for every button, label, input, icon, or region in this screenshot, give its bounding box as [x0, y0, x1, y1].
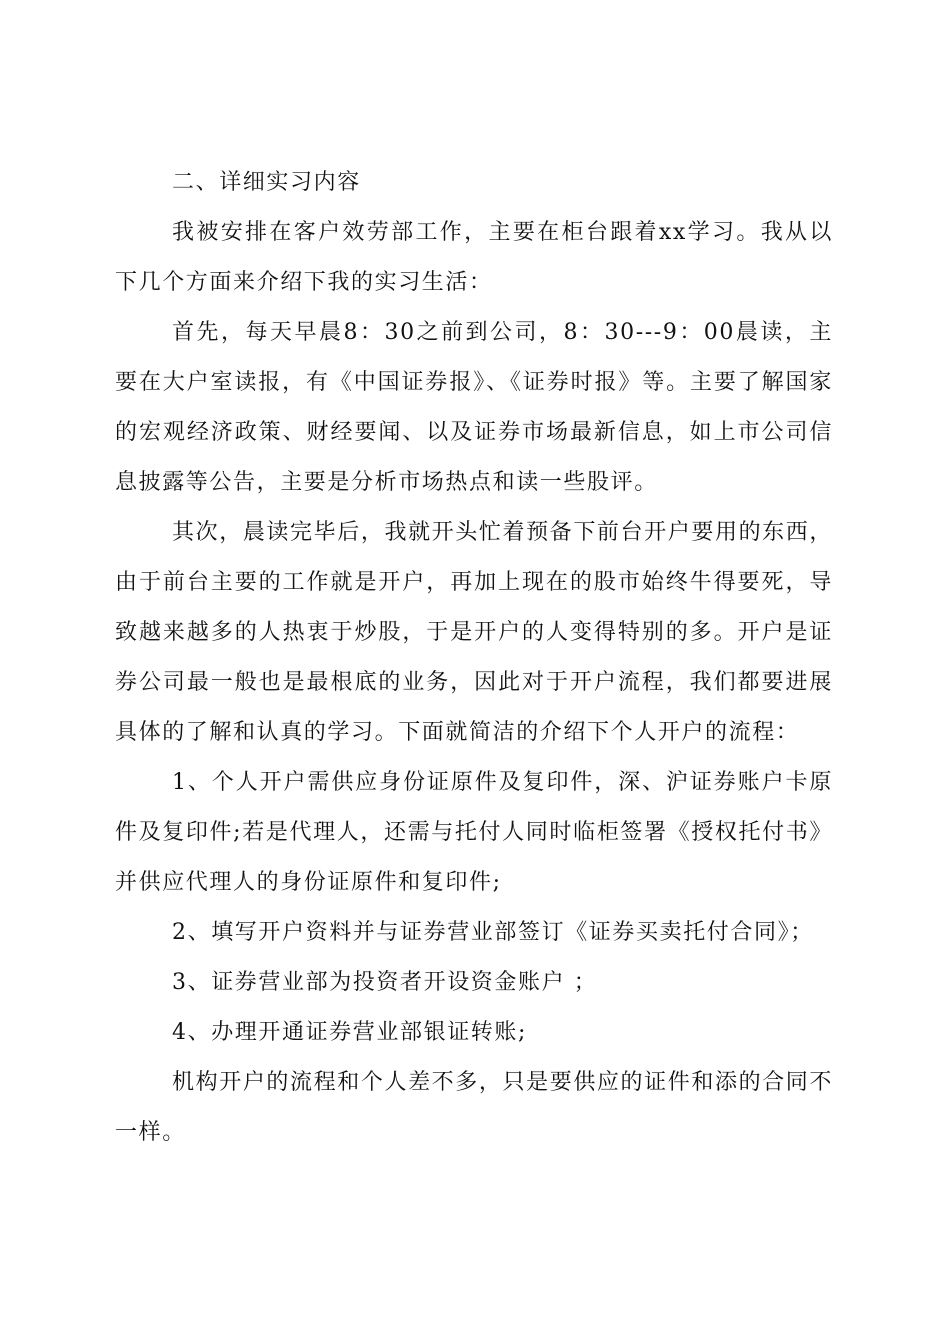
- section-heading: 二、详细实习内容: [172, 170, 361, 195]
- paragraph-morning-reading: 首先，每天早晨8：30之前到公司，8：30---9：00晨读，主要在大户室读报，有《中国证券报》、《证券时报》等。主要了解国家的宏观经济政策、财经要闻、以及证券市场最新信息，如上市公司信息披露等公告，主要是分析市场热点和读一些股评。: [115, 320, 833, 495]
- list-item-step-3: 3、证券营业部为投资者开设资金账户 ；: [172, 970, 598, 995]
- list-item-step-2: 2、填写开户资料并与证券营业部签订《证券买卖托付合同》；: [172, 920, 814, 945]
- list-item-step-1: 1、个人开户需供应身份证原件及复印件，深、沪证券账户卡原件及复印件;若是代理人，还需与托付人同时临柜签署《授权托付书》并供应代理人的身份证原件和复印件;: [115, 770, 833, 895]
- list-item-step-4: 4、办理开通证券营业部银证转账;: [172, 1020, 528, 1045]
- document-body: [115, 158, 833, 1158]
- paragraph-institutional: 机构开户的流程和个人差不多，只是要供应的证件和添的合同不一样。: [115, 1070, 833, 1145]
- paragraph-account-opening: 其次，晨读完毕后，我就开头忙着预备下前台开户要用的东西，由于前台主要的工作就是开户，再加上现在的股市始终牛得要死，导致越来越多的人热衷于炒股，于是开户的人变得特别的多。开户是证券公司最一般也是最根底的业务，因此对于开户流程，我们都要进展具体的了解和认真的学习。下面就简洁的介绍下个人开户的流程：: [115, 520, 833, 745]
- paragraph-intro: 我被安排在客户效劳部工作，主要在柜台跟着xx学习。我从以下几个方面来介绍下我的实习生活：: [115, 220, 833, 295]
